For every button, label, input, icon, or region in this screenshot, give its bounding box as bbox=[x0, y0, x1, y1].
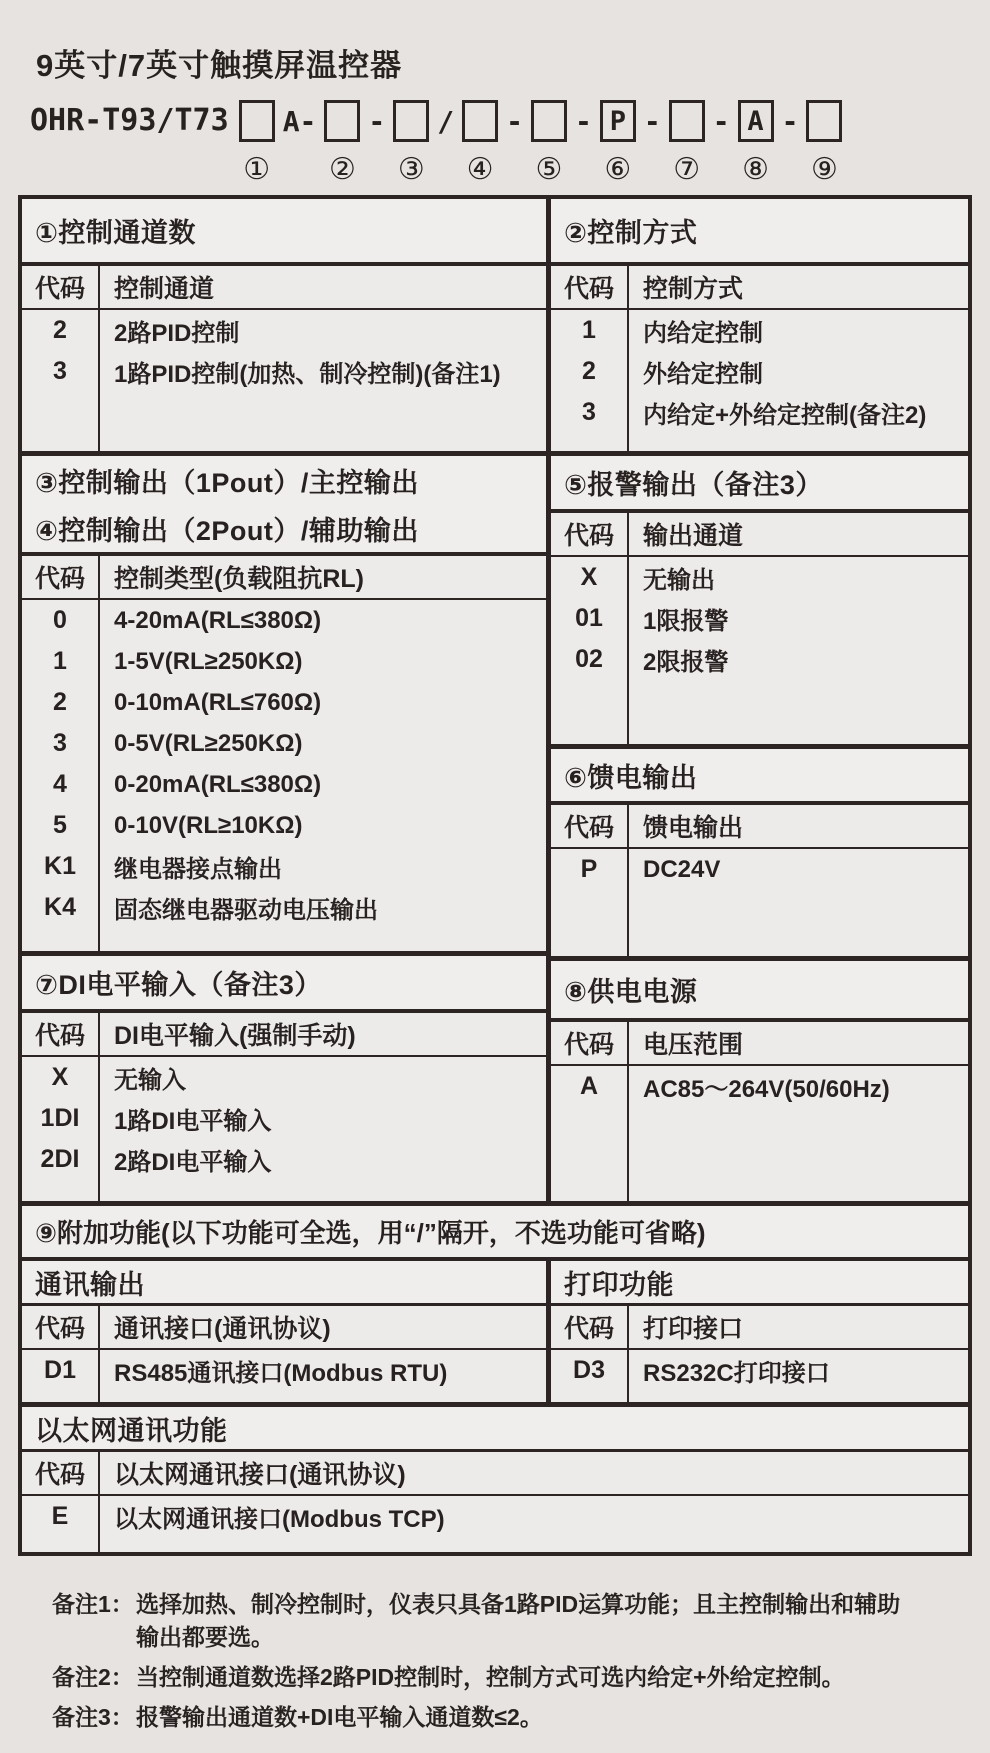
section-title: ⑥馈电输出 bbox=[564, 762, 698, 793]
code-value: 4 bbox=[53, 770, 67, 798]
code-column-header: 代码 bbox=[551, 513, 629, 555]
option-description: 0-10V(RL≥10KΩ) bbox=[114, 811, 303, 839]
option-description: AC85～264V(50/60Hz) bbox=[643, 1076, 890, 1103]
section-title: ③控制输出（1Pout）/主控输出 bbox=[35, 467, 419, 498]
model-slot bbox=[669, 100, 705, 185]
desc-column-header: 以太网通讯接口(通讯协议) bbox=[114, 1461, 406, 1489]
option-description: 1-5V(RL≥250KΩ) bbox=[114, 647, 303, 675]
section-title: ④控制输出（2Pout）/辅助输出 bbox=[35, 515, 419, 546]
section-title: ①控制通道数 bbox=[35, 218, 196, 248]
section-title: ⑦DI电平输入（备注3） bbox=[35, 970, 322, 1000]
spec-section bbox=[22, 956, 546, 1201]
option-description: 2路DI电平输入 bbox=[114, 1149, 272, 1176]
model-separator: - bbox=[712, 104, 730, 138]
option-description: 0-20mA(RL≤380Ω) bbox=[114, 770, 322, 798]
desc-column-header: 电压范围 bbox=[643, 1031, 744, 1059]
option-description: 内给定控制 bbox=[643, 320, 763, 347]
code-value: 02 bbox=[575, 645, 603, 673]
spec-section bbox=[22, 456, 546, 956]
model-box-empty bbox=[462, 100, 498, 142]
model-code-line bbox=[30, 100, 842, 185]
footnotes bbox=[52, 1588, 962, 1741]
desc-column-header: 控制类型(负载阻抗RL) bbox=[114, 565, 364, 593]
desc-column bbox=[629, 310, 968, 451]
desc-column bbox=[100, 1496, 968, 1552]
section-title: 打印功能 bbox=[564, 1269, 674, 1300]
code-value: E bbox=[51, 1502, 69, 1530]
column-header-row bbox=[551, 1306, 968, 1350]
column-header-row bbox=[551, 513, 968, 557]
section-header bbox=[551, 961, 968, 1022]
desc-column bbox=[629, 849, 968, 956]
code-column bbox=[22, 1057, 100, 1201]
code-value: 2DI bbox=[40, 1145, 80, 1173]
model-slot bbox=[462, 100, 498, 185]
code-column-header: 代码 bbox=[22, 1452, 100, 1494]
section-body bbox=[22, 600, 546, 951]
code-value: 1 bbox=[582, 316, 596, 344]
desc-column bbox=[100, 1057, 546, 1201]
position-number: ④ bbox=[466, 153, 494, 186]
footnote bbox=[52, 1661, 962, 1694]
code-column-header: 代码 bbox=[551, 805, 629, 847]
comm-output-column bbox=[22, 1261, 551, 1402]
section-header bbox=[22, 199, 546, 266]
spec-section bbox=[551, 199, 968, 456]
code-column bbox=[22, 1350, 100, 1402]
option-description: 2限报警 bbox=[643, 649, 729, 676]
model-separator: - bbox=[506, 104, 523, 138]
desc-column bbox=[100, 600, 546, 951]
section-body bbox=[22, 310, 546, 451]
model-separator: - bbox=[574, 104, 592, 138]
model-box-filled: P bbox=[600, 100, 636, 142]
comm-output-section bbox=[22, 1261, 546, 1402]
ethernet-section bbox=[22, 1402, 968, 1552]
footnote bbox=[52, 1701, 962, 1734]
model-slot bbox=[600, 100, 636, 185]
section-header bbox=[551, 199, 968, 266]
option-description: 无输入 bbox=[114, 1067, 186, 1094]
code-value: 1DI bbox=[40, 1104, 80, 1132]
model-box-empty bbox=[806, 100, 842, 142]
code-column-header: 代码 bbox=[22, 1013, 100, 1055]
column-header-row bbox=[551, 1022, 968, 1066]
position-number: ⑦ bbox=[673, 153, 701, 186]
code-value: K1 bbox=[44, 852, 76, 880]
option-description: 1路DI电平输入 bbox=[114, 1108, 272, 1135]
right-column bbox=[551, 199, 968, 1201]
code-column-header: 代码 bbox=[22, 266, 100, 308]
option-description: RS232C打印接口 bbox=[643, 1360, 830, 1387]
model-slot bbox=[324, 100, 360, 185]
section-body bbox=[551, 310, 968, 451]
model-box-empty bbox=[239, 100, 275, 142]
code-column-header: 代码 bbox=[551, 266, 629, 308]
column-header-row bbox=[22, 1452, 968, 1496]
desc-column-header: 通讯接口(通讯协议) bbox=[114, 1315, 331, 1343]
position-number: ⑨ bbox=[810, 153, 838, 186]
section-header bbox=[551, 1261, 968, 1306]
section-body bbox=[551, 1350, 968, 1402]
extra-functions-row bbox=[22, 1261, 968, 1402]
column-header-row bbox=[22, 556, 546, 600]
section-header bbox=[551, 456, 968, 513]
desc-column bbox=[629, 1066, 968, 1201]
code-value: P bbox=[580, 855, 598, 883]
code-column bbox=[551, 557, 629, 744]
code-value: A bbox=[579, 1072, 599, 1100]
desc-column-header: DI电平输入(强制手动) bbox=[114, 1022, 356, 1050]
model-slot bbox=[531, 100, 567, 185]
section-title: ⑤报警输出（备注3） bbox=[564, 470, 823, 500]
desc-column-header: 打印接口 bbox=[643, 1315, 744, 1343]
code-value: 3 bbox=[582, 398, 596, 426]
code-value: 2 bbox=[582, 357, 596, 385]
model-slot bbox=[393, 100, 429, 185]
option-description: 2路PID控制 bbox=[114, 320, 240, 347]
desc-column bbox=[629, 557, 968, 744]
option-description: 1路PID控制(加热、制冷控制)(备注1) bbox=[114, 361, 501, 388]
section-header bbox=[22, 1407, 968, 1452]
spec-section bbox=[22, 199, 546, 456]
code-column bbox=[551, 1350, 629, 1402]
code-column bbox=[22, 310, 100, 451]
code-column bbox=[551, 310, 629, 451]
position-number: ⑤ bbox=[535, 153, 563, 186]
model-separator: - bbox=[368, 104, 386, 138]
column-header-row bbox=[551, 266, 968, 310]
footnote-label: 备注3： bbox=[52, 1704, 134, 1730]
section-body bbox=[22, 1496, 968, 1552]
model-box-empty bbox=[324, 100, 360, 142]
option-description: 继电器接点输出 bbox=[114, 856, 282, 883]
footnote bbox=[52, 1588, 962, 1654]
option-description: RS485通讯接口(Modbus RTU) bbox=[114, 1360, 448, 1387]
column-header-row bbox=[551, 805, 968, 849]
section-header bbox=[22, 456, 546, 556]
code-column bbox=[22, 1496, 100, 1552]
spec-columns bbox=[22, 199, 968, 1201]
model-box-empty bbox=[669, 100, 705, 142]
model-prefix: OHR-T93/T73 bbox=[30, 103, 229, 138]
code-column bbox=[551, 1066, 629, 1201]
code-column-header: 代码 bbox=[551, 1022, 629, 1064]
code-value: 3 bbox=[53, 357, 67, 385]
section-body bbox=[22, 1350, 546, 1402]
spec-section bbox=[551, 961, 968, 1201]
code-value: 3 bbox=[53, 729, 67, 757]
ordering-table bbox=[18, 195, 972, 1556]
model-slot bbox=[806, 100, 842, 185]
model-box-empty bbox=[393, 100, 429, 142]
position-number: ② bbox=[328, 153, 356, 186]
code-value: 1 bbox=[53, 647, 67, 675]
code-column-header: 代码 bbox=[22, 1306, 100, 1348]
desc-column bbox=[629, 1350, 968, 1402]
page-title: 9英寸/7英寸触摸屏温控器 bbox=[36, 48, 403, 83]
model-slot bbox=[239, 100, 275, 185]
section-header bbox=[22, 956, 546, 1013]
option-description: 内给定+外给定控制(备注2) bbox=[643, 402, 927, 429]
footnote-text: 选择加热、制冷控制时，仪表只具备1路PID运算功能；且主控制输出和辅助输出都要选。 bbox=[136, 1591, 901, 1650]
code-value: 01 bbox=[575, 604, 603, 632]
footnote-label: 备注1： bbox=[52, 1591, 134, 1617]
spec-section bbox=[551, 749, 968, 961]
option-description: 4-20mA(RL≤380Ω) bbox=[114, 606, 322, 634]
print-function-section bbox=[551, 1261, 968, 1402]
section-title: ⑧供电电源 bbox=[564, 977, 698, 1007]
section-body bbox=[551, 1066, 968, 1201]
section-title: 以太网通讯功能 bbox=[35, 1415, 228, 1446]
option-description: 以太网通讯接口(Modbus TCP) bbox=[114, 1506, 445, 1533]
position-number: ⑧ bbox=[742, 153, 770, 186]
code-column-header: 代码 bbox=[551, 1306, 629, 1348]
model-separator: / bbox=[437, 104, 455, 138]
desc-column-header: 控制通道 bbox=[114, 275, 215, 303]
model-code-slots bbox=[239, 100, 843, 185]
footnote-label: 备注2： bbox=[52, 1664, 134, 1690]
section-body bbox=[22, 1057, 546, 1201]
additional-functions-header: ⑨附加功能(以下功能可全选，用“/”隔开，不选功能可省略) bbox=[22, 1201, 968, 1261]
code-value: 2 bbox=[53, 316, 67, 344]
section-title: ②控制方式 bbox=[564, 218, 698, 248]
column-header-row bbox=[22, 1013, 546, 1057]
model-box-filled: A bbox=[738, 100, 774, 142]
option-description: 0-5V(RL≥250KΩ) bbox=[114, 729, 303, 757]
code-column bbox=[551, 849, 629, 956]
code-value: X bbox=[580, 563, 598, 591]
section-header bbox=[551, 749, 968, 805]
code-value: 5 bbox=[53, 811, 67, 839]
left-column bbox=[22, 199, 551, 1201]
model-separator: - bbox=[781, 104, 799, 138]
spec-section bbox=[551, 456, 968, 749]
position-number: ① bbox=[243, 153, 271, 186]
section-body bbox=[551, 557, 968, 744]
section-body bbox=[551, 849, 968, 956]
column-header-row bbox=[22, 266, 546, 310]
column-header-row bbox=[22, 1306, 546, 1350]
code-column bbox=[22, 600, 100, 951]
desc-column-header: 输出通道 bbox=[643, 522, 744, 550]
code-value: D1 bbox=[44, 1356, 76, 1384]
model-separator: A- bbox=[282, 104, 317, 138]
code-column-header: 代码 bbox=[22, 556, 100, 598]
desc-column-header: 馈电输出 bbox=[643, 814, 744, 842]
model-box-empty bbox=[531, 100, 567, 142]
option-description: 无输出 bbox=[643, 567, 715, 594]
code-value: 2 bbox=[53, 688, 67, 716]
model-slot bbox=[738, 100, 774, 185]
option-description: 固态继电器驱动电压输出 bbox=[114, 897, 378, 924]
option-description: 0-10mA(RL≤760Ω) bbox=[114, 688, 322, 716]
desc-column bbox=[100, 1350, 546, 1402]
position-number: ③ bbox=[397, 153, 425, 186]
desc-column bbox=[100, 310, 546, 451]
footnote-text: 报警输出通道数+DI电平输入通道数≤2。 bbox=[136, 1704, 543, 1730]
code-value: 0 bbox=[53, 606, 67, 634]
option-description: 外给定控制 bbox=[643, 361, 763, 388]
desc-column-header: 控制方式 bbox=[643, 275, 744, 303]
footnote-text: 当控制通道数选择2路PID控制时，控制方式可选内给定+外给定控制。 bbox=[136, 1664, 845, 1690]
model-separator: - bbox=[643, 104, 661, 138]
option-description: 1限报警 bbox=[643, 608, 729, 635]
section-title: 通讯输出 bbox=[35, 1269, 145, 1300]
position-number: ⑥ bbox=[604, 153, 632, 186]
section-header bbox=[22, 1261, 546, 1306]
ethernet-section-wrap bbox=[22, 1402, 968, 1552]
code-value: X bbox=[51, 1063, 69, 1091]
option-description: DC24V bbox=[643, 855, 721, 883]
print-function-column bbox=[551, 1261, 968, 1402]
code-value: D3 bbox=[573, 1356, 605, 1384]
code-value: K4 bbox=[44, 893, 76, 921]
